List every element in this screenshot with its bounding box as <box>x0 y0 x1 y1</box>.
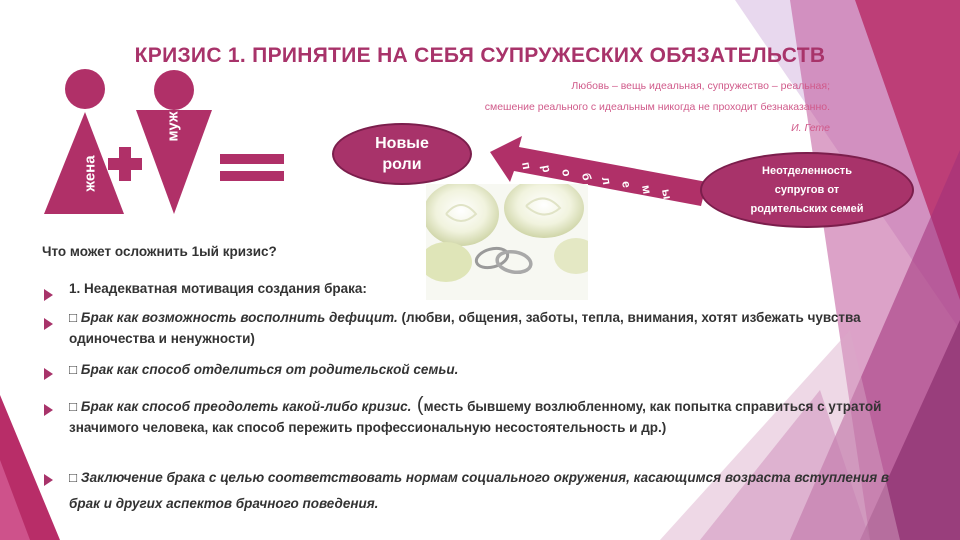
item-paren: ( <box>411 394 424 416</box>
quote-line-2: смешение реального с идеальным никогда не проходит безнаказанно. <box>484 101 830 113</box>
question-heading: Что может осложнить 1ый кризис? <box>42 244 277 259</box>
bullet-icon <box>44 474 53 486</box>
list-item <box>69 395 909 438</box>
page-title: КРИЗИС 1. ПРИНЯТИЕ НА СЕБЯ СУПРУЖЕСКИХ ОБЯЗАТЕЛЬСТВ <box>134 44 826 67</box>
separation-label: Неотделенность супругов от родительских семей <box>750 164 864 215</box>
bullet-icon <box>44 289 53 301</box>
quote-author: И. Гете <box>791 122 830 134</box>
problems-letter: ы <box>659 187 675 201</box>
husband-label: муж <box>164 111 182 142</box>
item-text: месть бывшему возлюбленному, как попытка справиться с утратой значимого человека, как способ пережить профессиональную несостоятельность и др.) <box>69 399 882 435</box>
problems-letter: о <box>559 167 575 178</box>
list-item <box>69 465 909 517</box>
wife-head-icon <box>65 69 105 109</box>
list-item <box>69 278 909 299</box>
problems-letter: м <box>639 183 655 195</box>
marriage-figures <box>38 68 288 218</box>
item-text: 1. Неадекватная мотивация создания брака: <box>69 281 367 296</box>
problems-letter: л <box>599 175 615 186</box>
list-item <box>69 307 909 349</box>
separation-oval <box>700 152 914 228</box>
bullet-icon <box>44 368 53 380</box>
bullet-icon <box>44 404 53 416</box>
list-item <box>69 359 909 380</box>
item-emphasis: □ Брак как способ отделиться от родительской семьи. <box>69 362 459 377</box>
problems-letter: п <box>519 160 535 171</box>
item-emphasis: □ Заключение брака с целью соответствовать нормам социального окружения, касающимся возраста вступления в брак и других аспектов брачного поведения. <box>69 470 890 511</box>
bullet-icon <box>44 318 53 330</box>
item-emphasis: □ Брак как возможность восполнить дефицит. <box>69 310 398 325</box>
quote-line-1: Любовь – вещь идеальная, супружество – реальная; <box>571 80 830 92</box>
item-emphasis: □ Брак как способ преодолеть какой-либо кризис. <box>69 399 412 414</box>
new-roles-label: Новые роли <box>375 135 429 173</box>
problems-letter: е <box>619 179 635 189</box>
problems-letter: б <box>579 171 595 182</box>
new-roles-oval <box>332 123 472 185</box>
problems-letter: р <box>539 163 555 174</box>
item-text: (любви, общения, заботы, тепла, внимания, хотят избежать чувства одиночества и ненужности) <box>69 310 861 346</box>
equals-icon <box>220 154 284 164</box>
wife-label: жена <box>81 155 99 192</box>
